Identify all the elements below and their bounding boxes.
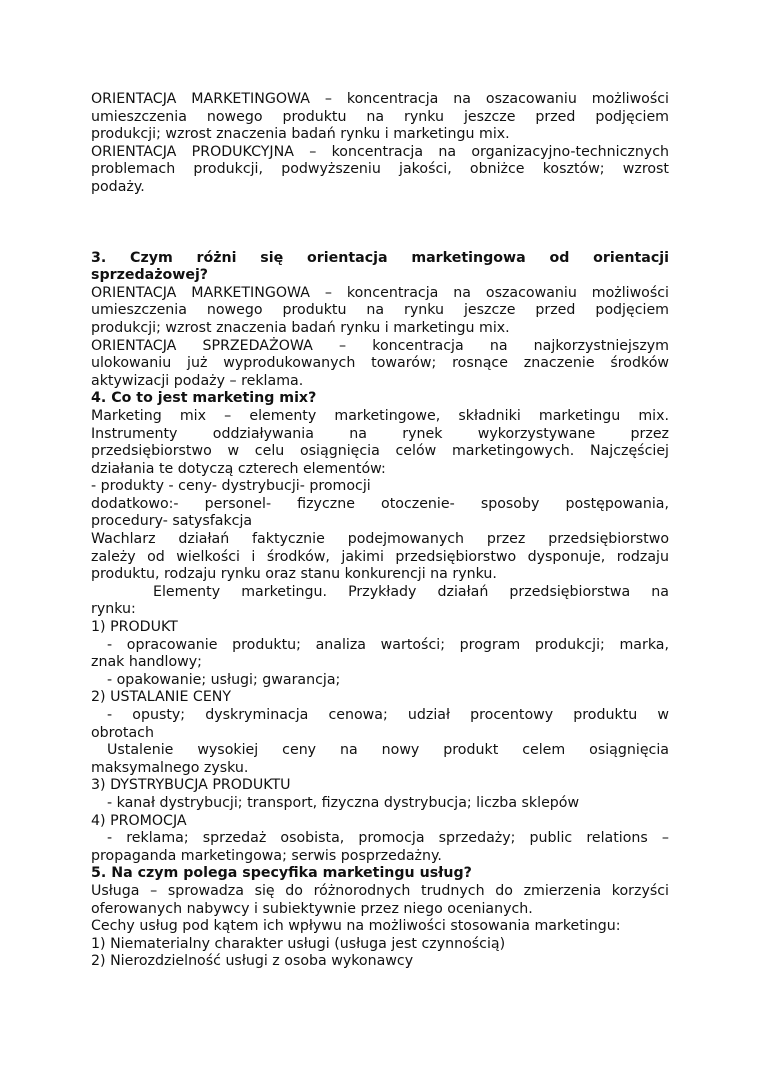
document-page (91, 91, 669, 971)
text-line: znak handlowy; (91, 654, 202, 671)
text-line: dodatkowo:- personel- fizyczne otoczenie- sposoby postępowania, (91, 495, 669, 512)
list-item-produkt: 1) PRODUKT (91, 619, 178, 636)
text-line: ORIENTACJA MARKETINGOWA – koncentracja na oszacowaniu możliwości (91, 91, 669, 107)
text-line: Usługa – sprowadza się do różnorodnych trudnych do zmierzenia korzyści (91, 882, 669, 899)
list-item-promocja: 4) PROMOCJA (91, 812, 187, 829)
text-line: zależy od wielkości i środków, jakimi przedsiębiorstwo dysponuje, rodzaju (91, 548, 669, 565)
spacer (91, 197, 669, 250)
text-line: ORIENTACJA SPRZEDAŻOWA – koncentracja na najkorzystniejszym (91, 337, 669, 354)
text-line: - opracowanie produktu; analiza wartości; program produkcji; marka, (107, 636, 669, 653)
text-line: przedsiębiorstwo w celu osiągnięcia celów marketingowych. Najczęściej (91, 443, 669, 460)
text-line: umieszczenia nowego produktu na rynku jeszcze przed podjęciem (91, 302, 669, 319)
paragraph-orientacja-produkcyjna (91, 144, 669, 197)
text-line: procedury- satysfakcja (91, 513, 253, 530)
text-line: - produkty - ceny- dystrybucji- promocji (91, 478, 371, 495)
text-line: obrotach (91, 724, 154, 741)
text-line: - reklama; sprzedaż osobista, promocja sprzedaży; public relations – (107, 830, 669, 847)
question-3-heading: 3. Czym różni się orientacja marketingowa od orientacji (91, 249, 669, 266)
text-line: produkcji; wzrost znaczenia badań rynku i marketingu mix. (91, 319, 510, 336)
text-line: ORIENTACJA PRODUKCYJNA – koncentracja na organizacyjno-technicznych (91, 143, 669, 160)
question-3-heading-cont: sprzedażowej? (91, 267, 209, 284)
text-line: problemach produkcji, podwyższeniu jakości, obniżce kosztów; wzrost (91, 161, 669, 178)
text-line: - opakowanie; usługi; gwarancja; (107, 671, 341, 688)
text-line: oferowanych nabywcy i subiektywnie przez niego ocenianych. (91, 900, 533, 917)
list-item-dystrybucja: 3) DYSTRYBUCJA PRODUKTU (91, 777, 291, 794)
question-5-heading: 5. Na czym polega specyfika marketingu usług? (91, 865, 472, 882)
text-line: Instrumenty oddziaływania na rynek wykorzystywane przez (91, 425, 669, 442)
list-item: 2) Nierozdzielność usługi z osoba wykonawcy (91, 953, 414, 970)
section-question-4 (91, 390, 669, 865)
text-line: Cechy usług pod kątem ich wpływu na możliwości stosowania marketingu: (91, 918, 621, 935)
text-line: Marketing mix – elementy marketingowe, składniki marketingu mix. (91, 407, 669, 424)
text-line: Elementy marketingu. Przykłady działań przedsiębiorstwa na (153, 583, 669, 600)
text-line: Ustalenie wysokiej ceny na nowy produkt celem osiągnięcia (107, 742, 669, 759)
text-line: rynku: (91, 601, 136, 618)
text-line: działania te dotyczą czterech elementów: (91, 460, 386, 477)
text-line: produkcji; wzrost znaczenia badań rynku i marketingu mix. (91, 126, 510, 143)
text-line: - kanał dystrybucji; transport, fizyczna dystrybucja; liczba sklepów (107, 794, 580, 811)
list-item: 1) Niematerialny charakter usługi (usługa jest czynnością) (91, 935, 506, 952)
text-line: - opusty; dyskryminacja cenowa; udział procentowy produktu w (107, 707, 669, 723)
section-question-5 (91, 865, 669, 971)
text-line: produktu, rodzaju rynku oraz stanu konkurencji na rynku. (91, 566, 497, 583)
text-line: podaży. (91, 178, 145, 195)
section-question-3 (91, 250, 669, 391)
list-item-ustalanie-ceny: 2) USTALANIE CENY (91, 689, 232, 706)
text-line: umieszczenia nowego produktu na rynku jeszcze przed podjęciem (91, 108, 669, 125)
text-line: ulokowaniu już wyprodukowanych towarów; rosnące znaczenie środków (91, 355, 669, 372)
paragraph-orientacja-marketingowa (91, 91, 669, 144)
text-line: ORIENTACJA MARKETINGOWA – koncentracja na oszacowaniu możliwości (91, 284, 669, 301)
text-line: propaganda marketingowa; serwis posprzedażny. (91, 847, 442, 864)
text-line: maksymalnego zysku. (91, 759, 249, 776)
question-4-heading: 4. Co to jest marketing mix? (91, 390, 317, 407)
text-line: Wachlarz działań faktycznie podejmowanych przez przedsiębiorstwo (91, 531, 669, 548)
text-line: aktywizacji podaży – reklama. (91, 372, 304, 389)
